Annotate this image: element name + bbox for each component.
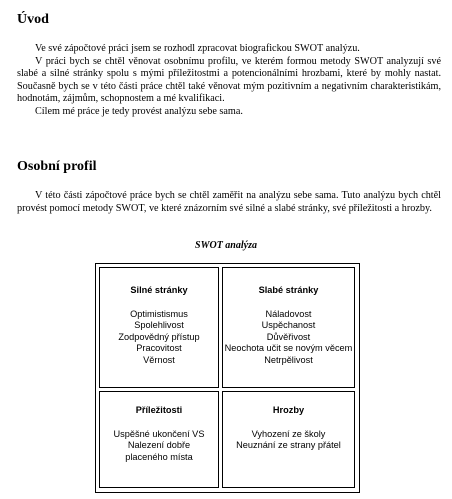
- swot-opportunity-item: Nalezení dobře placeného místa: [125, 440, 193, 462]
- swot-strength-item: Zodpovědný přístup: [118, 331, 200, 342]
- swot-weaknesses-title: Slabé stránky: [258, 285, 319, 295]
- intro-text: [17, 43, 441, 118]
- swot-weakness-item: Náladovost: [265, 308, 312, 319]
- intro-paragraph-3: Cílem mé práce je tedy provést analýzu sebe sama.: [35, 105, 243, 117]
- swot-strength-item: Spolehlivost: [134, 320, 184, 330]
- profile-text: [17, 190, 441, 215]
- intro-paragraph-1: Ve své zápočtové práci jsem se rozhodl zpracovat biografickou SWOT analýzu.: [35, 43, 360, 54]
- swot-weakness-item: Uspěchanost: [261, 320, 316, 330]
- swot-weaknesses-cell: [222, 267, 355, 388]
- profile-paragraph-1: V této části zápočtové práce bych se chtěl zaměřit na analýzu sebe sama. Tuto analýzu bych chtěl provést pomocí metody SWOT, ve které znázorním své silné a slabé stránky, své příležitosti a hrozby.: [17, 190, 441, 214]
- swot-weakness-item: Netrpělivost: [264, 354, 313, 365]
- heading-uvod: Úvod: [17, 12, 49, 27]
- swot-table: [95, 263, 360, 493]
- swot-weakness-item: Důvěřivost: [266, 331, 311, 342]
- swot-strengths-title: Silné stránky: [130, 285, 188, 295]
- swot-threats-title: Hrozby: [272, 405, 305, 415]
- swot-caption: SWOT analýza: [195, 240, 257, 251]
- swot-threat-item: Neuznání ze strany přátel: [236, 440, 341, 450]
- swot-strength-item: Věrnost: [143, 354, 175, 365]
- swot-opportunities-title: Příležitosti: [135, 405, 183, 415]
- swot-strength-item: Pracovitost: [136, 343, 182, 353]
- swot-threat-item: Vyhození ze školy: [251, 428, 326, 439]
- swot-strengths-cell: [99, 267, 219, 388]
- intro-paragraph-2: V práci bych se chtěl věnovat osobnímu profilu, ve kterém formou metody SWOT analyzují své slabé a silné stránky spolu s mými příležitostmi a potencionálními hrozbami, které by mohly nastat. Současně bych se v této části práce chtěl také věnovat mým pozitivním a negativním charakteristikám, hodnotám, zájmům, schopnostem a mé kvalifikaci.: [17, 55, 441, 104]
- swot-weakness-item: Neochota učit se novým věcem: [224, 343, 353, 353]
- swot-strength-item: Optimistismus: [130, 308, 188, 319]
- swot-opportunity-item: Uspěšné ukončení VS: [113, 428, 205, 439]
- heading-osobni-profil: Osobní profil: [17, 159, 97, 174]
- swot-threats-cell: [222, 391, 355, 488]
- swot-opportunities-cell: [99, 391, 219, 488]
